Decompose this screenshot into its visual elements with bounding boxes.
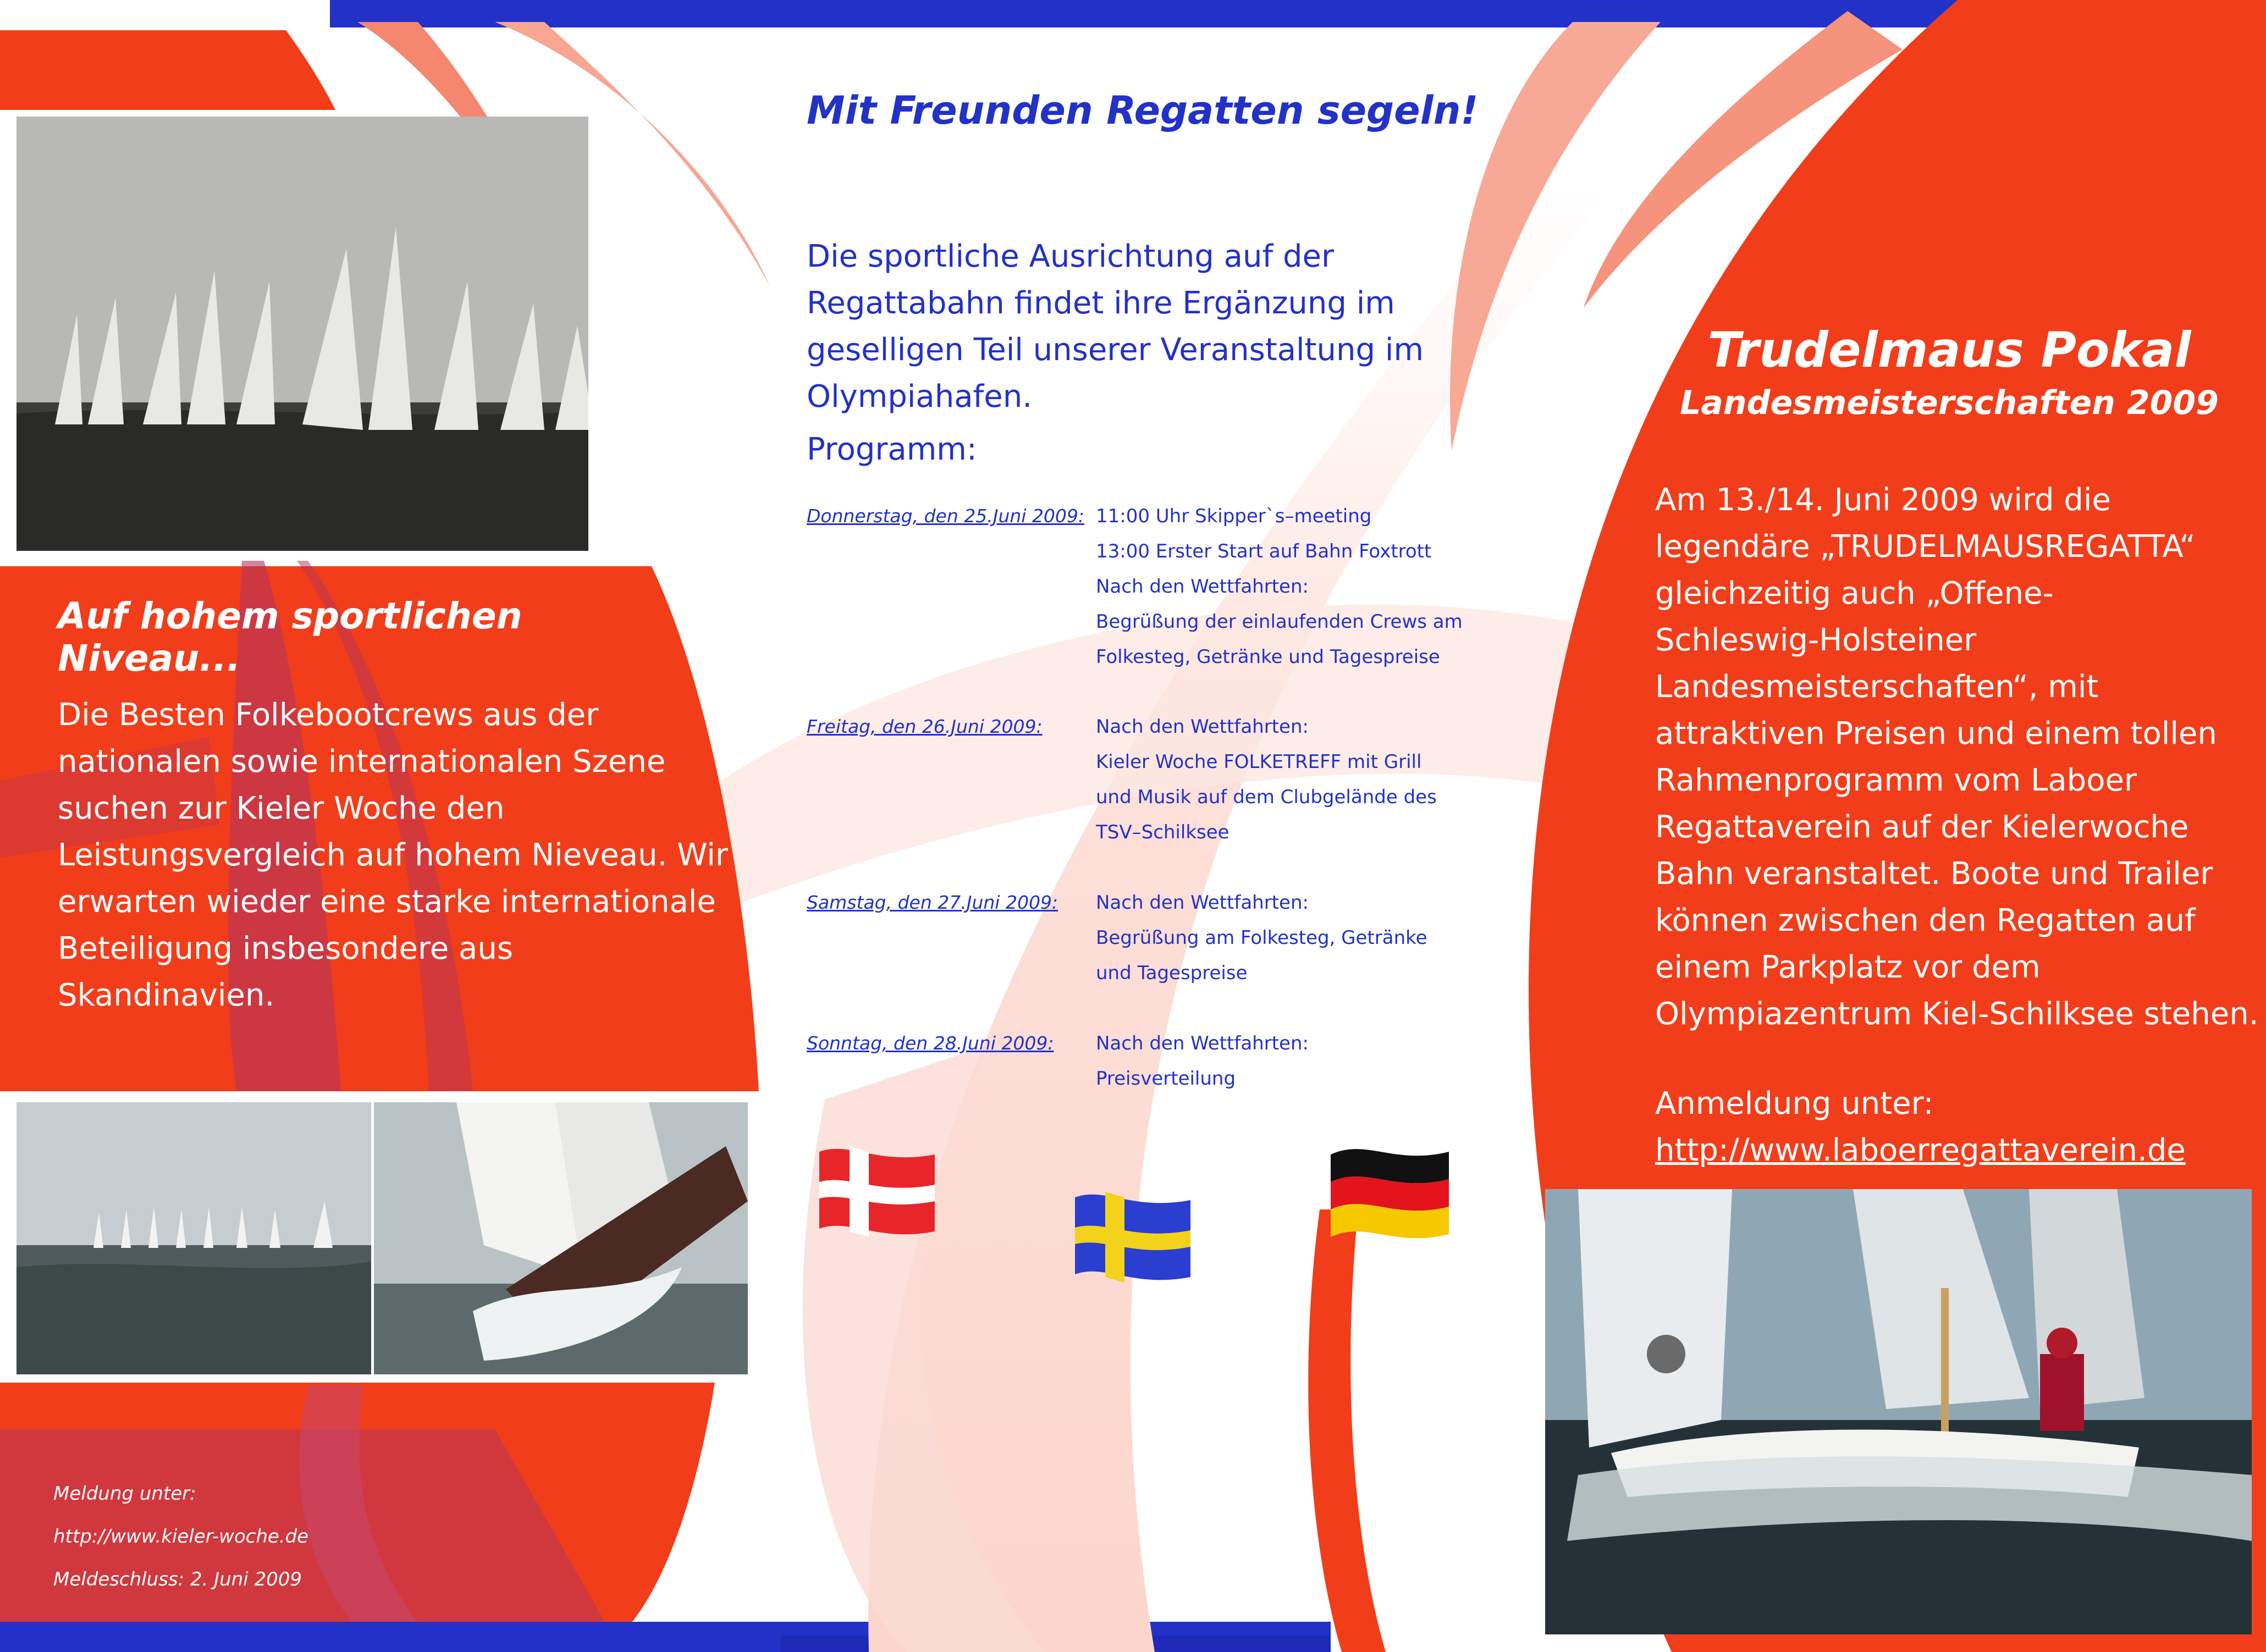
program-items [1096,709,1492,850]
intro-line: Regattabahn findet ihre Ergänzung im [807,285,1395,321]
photo-folkeboat-crew [1545,1189,2252,1634]
program-items [1096,499,1492,675]
right-subtitle: Landesmeisterschaften 2009 [1680,384,2219,422]
program-item: TSV–Schilksee [1096,821,1230,843]
left-body-line: Beteiligung insbesondere aus [58,931,514,966]
right-body-line: Rahmenprogramm vom Laboer [1655,763,2137,798]
photo-regatta-fleet [16,1102,371,1374]
photo-sailboat-fleet-bw [16,117,643,551]
program-item: Preisverteilung [1096,1068,1236,1090]
left-body-line: Die Besten Folkebootcrews aus der [58,697,599,733]
program-day: Freitag, den 26.Juni 2009: [807,716,1043,737]
right-body-line: können zwischen den Regatten auf [1655,903,2196,938]
program-item: Begrüßung am Folkesteg, Getränke [1096,927,1427,949]
right-body-line: Bahn veranstaltet. Boote und Trailer [1655,856,2213,892]
left-body-line: erwarten wieder eine starke internationale [58,884,716,920]
right-body-line: Olympiazentrum Kiel-Schilksee stehen. [1655,996,2259,1032]
middle-title: Mit Freunden Regatten segeln! [807,88,1479,133]
program-day: Sonntag, den 28.Juni 2009: [807,1032,1054,1054]
right-body-line: einem Parkplatz vor dem [1655,949,2041,985]
program-items [1096,1026,1492,1096]
right-body-text [1655,477,2266,1037]
right-body-line: legendäre „TRUDELMAUSREGATTA“ [1655,529,2196,565]
program-items [1096,885,1492,991]
right-body-line: attraktiven Preisen und einem tollen [1655,716,2217,752]
program-item: Folkesteg, Getränke und Tagespreise [1096,646,1440,668]
program-item: Nach den Wettfahrten: [1096,576,1309,598]
left-body-text [58,692,740,1019]
intro-line: Olympiahafen. [807,379,1033,415]
meldung-block [53,1472,548,1601]
left-body-line: Leistungsvergleich auf hohem Nieveau. Wir [58,837,728,873]
right-title: Trudelmaus Pokal [1707,322,2191,378]
germany-flag-icon [1328,1138,1452,1248]
program-item: Kieler Woche FOLKETREFF mit Grill [1096,751,1422,773]
middle-intro [807,233,1444,420]
meldung-url[interactable]: http://www.kieler-woche.de [53,1526,309,1548]
meldung-label: Meldung unter: [53,1483,196,1505]
program-item: Nach den Wettfahrten: [1096,1032,1309,1054]
left-heading: Auf hohem sportlichen Niveau... [58,595,522,679]
right-body-line: Schleswig-Holsteiner [1655,622,1977,658]
program-label: Programm: [807,432,977,467]
intro-line: Die sportliche Ausrichtung auf der [807,239,1335,274]
program-item: Nach den Wettfahrten: [1096,892,1309,914]
meldeschluss: Meldeschluss: 2. Juni 2009 [53,1568,302,1590]
program-item: Begrüßung der einlaufenden Crews am [1096,611,1463,633]
anmeldung-label: Anmeldung unter: [1655,1086,1934,1121]
program-item: 13:00 Erster Start auf Bahn Foxtrott [1096,540,1432,562]
left-body-line: suchen zur Kieler Woche den [58,791,505,826]
left-body-line: Skandinavien. [58,977,275,1013]
program-item: 11:00 Uhr Skipper`s–meeting [1096,505,1372,527]
program-item: und Tagespreise [1096,962,1248,984]
anmeldung-link[interactable]: http://www.laboerregattaverein.de [1655,1132,2186,1168]
program-day: Samstag, den 27.Juni 2009: [807,892,1058,913]
right-body-line: Am 13./14. Juni 2009 wird die [1655,482,2111,518]
program-item: und Musik auf dem Clubgelände des [1096,786,1437,808]
sweden-flag-icon [1072,1186,1193,1291]
intro-line: geselligen Teil unserer Veranstaltung im [807,332,1424,368]
right-body-line: Landesmeisterschaften“, mit [1655,669,2099,705]
program-day: Donnerstag, den 25.Juni 2009: [807,505,1085,527]
photo-folkeboat-heeling [374,1102,748,1374]
right-body-line: Regattaverein auf der Kielerwoche [1655,809,2189,845]
right-body-line: gleichzeitig auch „Offene- [1655,576,2054,611]
left-body-line: nationalen sowie internationalen Szene [58,744,666,780]
program-item: Nach den Wettfahrten: [1096,716,1309,738]
denmark-flag-icon [817,1141,938,1245]
